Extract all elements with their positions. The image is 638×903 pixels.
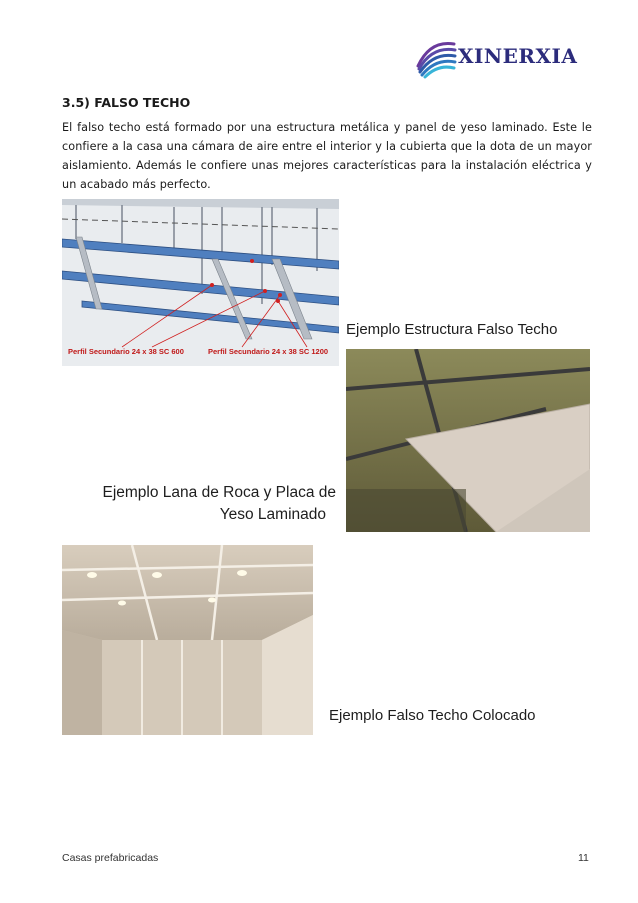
installed-ceiling-photo [62,545,313,735]
section-title: 3.5) FALSO TECHO [62,95,191,110]
footer-doc-title: Casas prefabricadas [62,852,159,864]
logo-swirl-icon [412,36,458,80]
page-number: 11 [578,852,589,864]
rockwool-photo [346,349,590,532]
structure-photo [62,199,339,366]
rockwool-caption-line1: Ejemplo Lana de Roca y Placa de [102,484,336,501]
brand-name: XINERXIA [458,44,578,68]
profile-label-600: Perfil Secundario 24 x 38 SC 600 [68,347,184,356]
section-body: El falso techo está formado por una estructura metálica y panel de yeso laminado. Este le confiere a la casa una cámara de aire entre el interior y la cubierta que la dota de un mayor aislamiento. Además le confiere unas mejores características para la instalación eléctrica y un acabado más perfecto. [62,121,592,191]
installed-ceiling-caption: Ejemplo Falso Techo Colocado [329,707,536,724]
rockwool-caption-line2: Yeso Laminado [219,506,326,523]
profile-label-1200: Perfil Secundario 24 x 38 SC 1200 [208,347,329,356]
structure-caption: Ejemplo Estructura Falso Techo [346,321,558,338]
